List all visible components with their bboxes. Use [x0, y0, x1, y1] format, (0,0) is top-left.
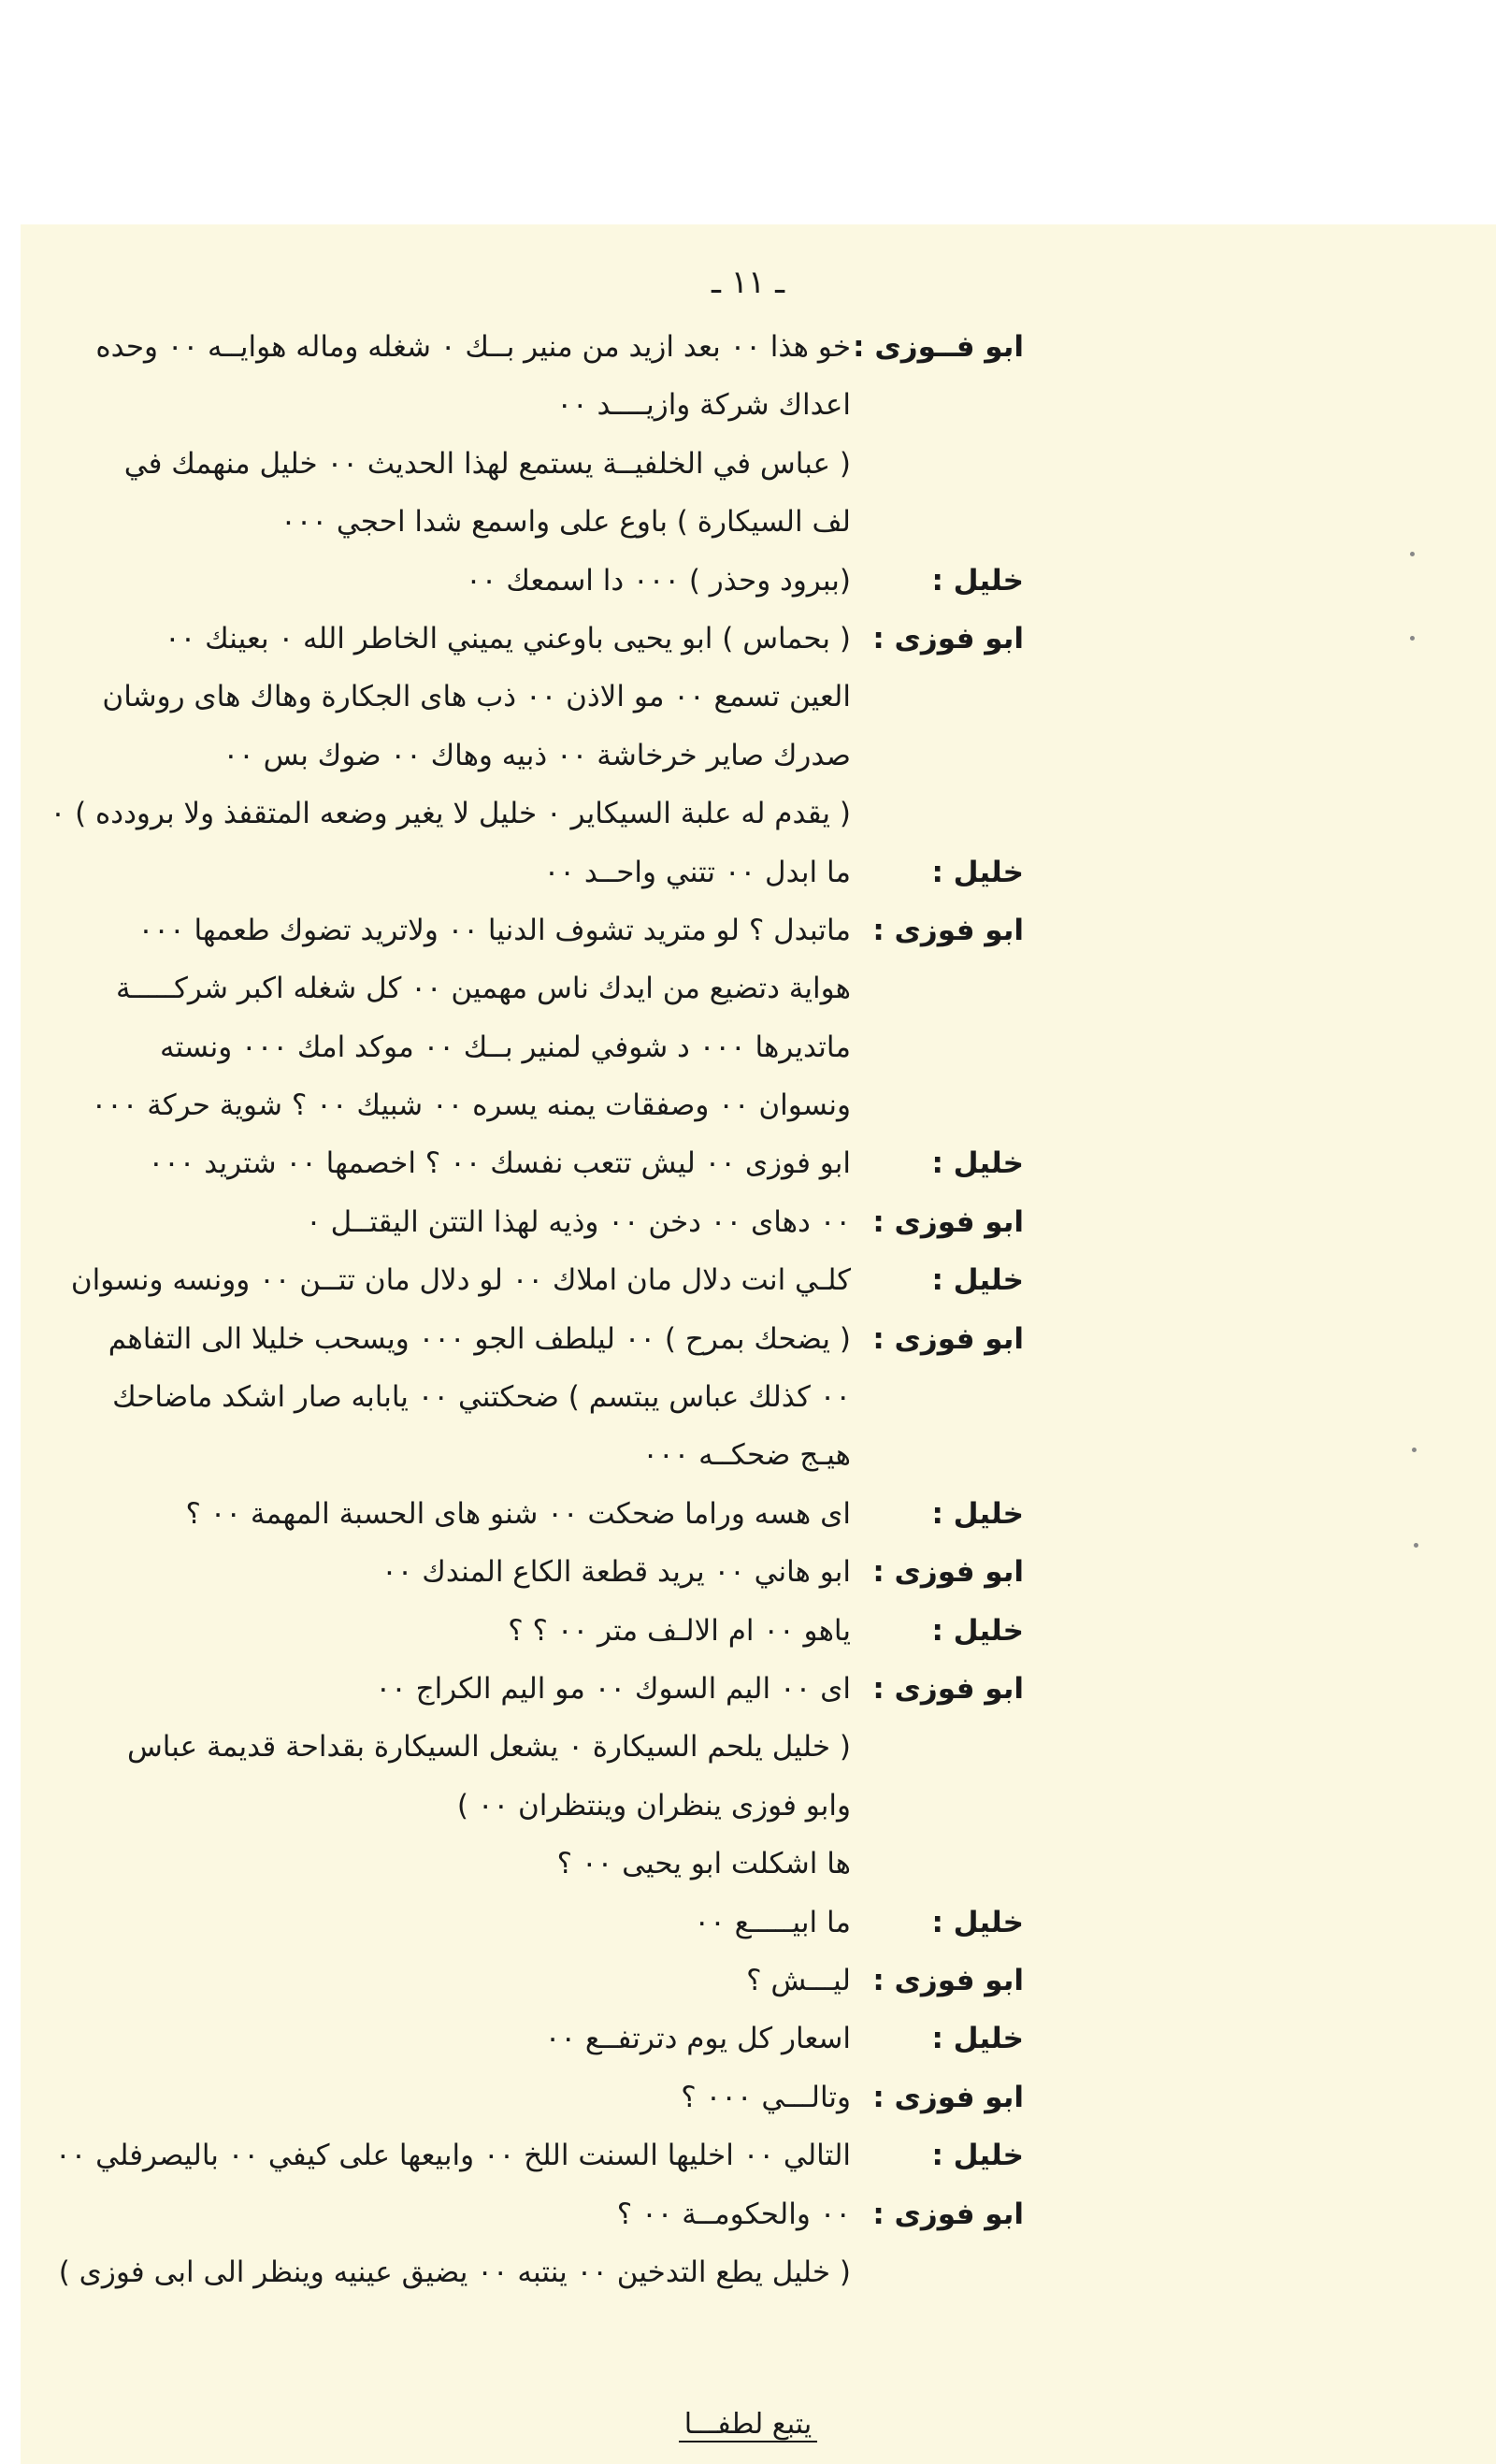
script-line	[0, 1310, 1496, 1368]
speaker-name: ابو فوزى :	[872, 1671, 1024, 1706]
script-line	[0, 2126, 1496, 2184]
script-line	[0, 610, 1496, 668]
speaker-name: خليل :	[931, 1146, 1024, 1181]
script-line	[0, 785, 1496, 843]
line-text: ( بحماس ) ابو يحيى باوعني يميني الخاطر الله ٠ بعينك ٠٠	[165, 621, 851, 656]
script-line	[0, 727, 1496, 785]
speaker-name: خليل :	[931, 2022, 1024, 2056]
footer-continued	[0, 2408, 1496, 2441]
script-line	[0, 1134, 1496, 1192]
script-line	[0, 1485, 1496, 1543]
line-text: هيـج ضحكــه ٠٠٠	[642, 1438, 851, 1473]
line-text: ( يقدم له علبة السيكاير ٠ خليل لا يغير وضعه المتقفذ ولا برودده ) ٠	[50, 797, 851, 831]
script-line	[0, 1368, 1496, 1426]
page-number: ـ ١١ ـ	[711, 264, 785, 301]
speaker-name: خليل :	[931, 2139, 1024, 2173]
speaker-name: خليل :	[931, 1905, 1024, 1939]
script-line	[0, 1660, 1496, 1718]
line-text: ياهو ٠٠ ام الالـف متر ٠٠ ؟ ؟	[508, 1613, 851, 1648]
footer-text: يتبع لطفـــا	[679, 2408, 817, 2442]
script-body	[0, 318, 1496, 2301]
script-line	[0, 1835, 1496, 1893]
speaker-name: ابو فوزى :	[872, 913, 1024, 947]
script-line	[0, 1718, 1496, 1776]
line-text: ما ابيـــــع ٠٠	[694, 1905, 851, 1939]
script-line	[0, 1251, 1496, 1309]
script-line	[0, 843, 1496, 901]
script-line	[0, 901, 1496, 959]
line-text: اى ٠٠ اليم السوك ٠٠ مو اليم الكراج ٠٠	[375, 1671, 851, 1706]
line-text: ٠٠ دهاى ٠٠ دخن ٠٠ وذيه لهذا التتن اليقتــل ٠	[306, 1204, 851, 1239]
line-text: اسعار كل يوم دترتفــع ٠٠	[544, 2022, 851, 2056]
script-line	[0, 1426, 1496, 1484]
speaker-name: ابو فوزى :	[872, 1321, 1024, 1356]
line-text: صدرك صاير خرخاشة ٠٠ ذبيه وهاك ٠٠ ضوك بس ٠٠	[223, 738, 851, 772]
script-line	[0, 2185, 1496, 2243]
script-line	[0, 668, 1496, 726]
script-line	[0, 1543, 1496, 1601]
script-line	[0, 959, 1496, 1017]
speaker-name: خليل :	[931, 563, 1024, 598]
speaker-name: خليل :	[931, 855, 1024, 889]
script-line	[0, 493, 1496, 551]
line-text: ٠٠ والحكومــة ٠٠ ؟	[616, 2197, 851, 2231]
script-line	[0, 435, 1496, 493]
script-line	[0, 1777, 1496, 1835]
script-line	[0, 1193, 1496, 1251]
script-line	[0, 2068, 1496, 2126]
script-line	[0, 1076, 1496, 1134]
line-text: اى هسه وراما ضحكت ٠٠ شنو هاى الحسبة المهمة ٠٠ ؟	[185, 1496, 851, 1531]
line-text: هواية دتضيع من ايدك ناس مهمين ٠٠ كل شغله اكبر شركـــــة	[116, 972, 851, 1006]
line-text: التالي ٠٠ اخليها السنت اللخ ٠٠ وابيعها على كيفي ٠٠ باليصرفلي ٠٠	[54, 2139, 851, 2173]
speaker-name: ابو فــوزى :	[853, 330, 1024, 364]
line-text: اعداك شركة وازيــــد ٠٠	[556, 388, 851, 423]
line-text: ٠٠ كذلك عباس يبتسم ) ضحكتني ٠٠ يابابه صار اشكد ماضاحك	[112, 1380, 851, 1415]
line-text: ابو هاني ٠٠ يريد قطعة الكاع المندك ٠٠	[381, 1555, 851, 1590]
line-text: العين تسمع ٠٠ مو الاذن ٠٠ ذب هاى الجكارة وهاك هاى روشان	[102, 680, 851, 714]
speaker-name: خليل :	[931, 1613, 1024, 1648]
line-text: ( عباس في الخلفيــة يستمع لهذا الحديث ٠٠ خليل منهمك في	[123, 446, 851, 481]
line-text: ونسوان ٠٠ وصفقات يمنه يسره ٠٠ شبيك ٠٠ ؟ شوية حركة ٠٠٠	[91, 1088, 851, 1123]
script-line	[0, 318, 1496, 376]
line-text: ها اشكلت ابو يحيى ٠٠ ؟	[556, 1847, 851, 1881]
speaker-name: خليل :	[931, 1263, 1024, 1298]
line-text: ابو فوزى ٠٠ ليش تتعب نفسك ٠٠ ؟ اخصمها ٠٠ شتريد ٠٠٠	[148, 1146, 851, 1181]
line-text: ماتبدل ؟ لو متريد تشوف الدنيا ٠٠ ولاتريد تضوك طعمها ٠٠٠	[137, 913, 851, 947]
line-text: لف السيكارة ) باوع على واسمع شدا احجي ٠٠٠	[280, 505, 851, 540]
line-text: ماتديرها ٠٠٠ د شوفي لمنير بــك ٠٠ موكد امك ٠٠٠ ونسته	[159, 1030, 851, 1064]
speaker-name: ابو فوزى :	[872, 1963, 1024, 1997]
script-line	[0, 2010, 1496, 2068]
speaker-name: ابو فوزى :	[872, 2197, 1024, 2231]
script-line	[0, 1952, 1496, 2010]
line-text: ( يضحك بمرح ) ٠٠ ليلطف الجو ٠٠٠ ويسحب خليلا الى التفاهم	[108, 1321, 851, 1356]
speaker-name: ابو فوزى :	[872, 2080, 1024, 2114]
script-line	[0, 2243, 1496, 2301]
speaker-name: خليل :	[931, 1496, 1024, 1531]
script-line	[0, 1894, 1496, 1952]
line-text: ( خليل يطع التدخين ٠٠ ينتبه ٠٠ يضيق عينيه وينظر الى ابى فوزى )	[58, 2255, 851, 2289]
script-line	[0, 552, 1496, 610]
line-text: ( خليل يلحم السيكارة ٠ يشعل السيكارة بقداحة قديمة عباس	[126, 1730, 851, 1765]
script-line	[0, 376, 1496, 434]
line-text: ليـــش ؟	[746, 1963, 851, 1997]
script-line	[0, 1602, 1496, 1660]
line-text: كلـي انت دلال مان املاك ٠٠ لو دلال مان تتــن ٠٠ وونسه ونسوان	[70, 1263, 851, 1298]
script-line	[0, 1018, 1496, 1076]
line-text: خو هذا ٠٠ بعد ازيد من منير بــك ٠ شغله وماله هوايــه ٠٠ وحده	[95, 330, 851, 364]
line-text: ما ابدل ٠٠ تتني واحــد ٠٠	[543, 855, 851, 889]
line-text: وتالـــي ٠٠٠ ؟	[681, 2080, 851, 2114]
speaker-name: ابو فوزى :	[872, 1204, 1024, 1239]
speaker-name: ابو فوزى :	[872, 621, 1024, 656]
line-text: وابو فوزى ينظران وينتظران ٠٠ )	[456, 1788, 851, 1823]
line-text: (ببرود وحذر ) ٠٠٠ دا اسمعك ٠٠	[466, 563, 851, 598]
speaker-name: ابو فوزى :	[872, 1555, 1024, 1590]
